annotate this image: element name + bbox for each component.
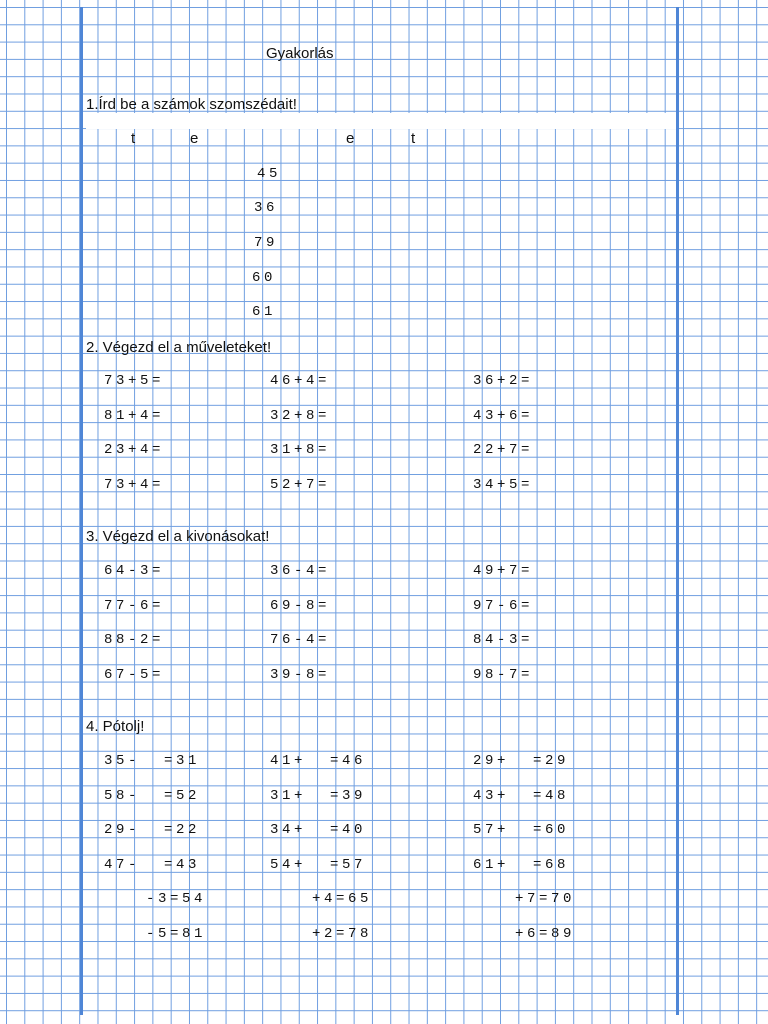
- exercise-4-2-b: 31+ =39: [270, 788, 367, 804]
- section-2-heading: 2. Végezd el a műveleteket!: [86, 339, 272, 356]
- col-label-e-left: e: [190, 130, 199, 147]
- section-4-heading: 4. Pótolj!: [86, 718, 145, 735]
- exercise-4-1-b: 41+ =46: [270, 753, 367, 769]
- right-margin-line: [676, 7, 679, 1015]
- exercise-4-6-b: +2=78: [288, 926, 373, 942]
- exercise-3-2-a: 77-6=: [104, 598, 165, 614]
- exercise-2-1-c: 36+2=: [473, 373, 534, 389]
- exercise-4-4-a: 47- =43: [104, 857, 201, 873]
- exercise-2-4-b: 52+7=: [270, 477, 331, 493]
- neighbor-header-strip: [86, 113, 676, 129]
- neighbor-number: 36: [254, 200, 279, 216]
- neighbor-number: 60: [252, 270, 277, 286]
- section-1-heading: 1.Írd be a számok szomszédait!: [86, 96, 297, 113]
- exercise-2-1-b: 46+4=: [270, 373, 331, 389]
- exercise-3-1-c: 49+7=: [473, 563, 534, 579]
- exercise-3-4-b: 39-8=: [270, 667, 331, 683]
- exercise-2-1-a: 73+5=: [104, 373, 165, 389]
- exercise-4-5-b: +4=65: [288, 891, 373, 907]
- exercise-4-3-b: 34+ =40: [270, 822, 367, 838]
- exercise-4-4-c: 61+ =68: [473, 857, 570, 873]
- exercise-3-3-a: 88-2=: [104, 632, 165, 648]
- exercise-4-1-c: 29+ =29: [473, 753, 570, 769]
- col-label-t-right: t: [411, 130, 416, 147]
- page-title: Gyakorlás: [266, 45, 334, 62]
- exercise-3-4-c: 98-7=: [473, 667, 534, 683]
- neighbor-number: 61: [252, 304, 277, 320]
- exercise-4-4-b: 54+ =57: [270, 857, 367, 873]
- exercise-3-1-a: 64-3=: [104, 563, 165, 579]
- exercise-3-4-a: 67-5=: [104, 667, 165, 683]
- exercise-2-2-b: 32+8=: [270, 408, 331, 424]
- col-label-t-left: t: [131, 130, 136, 147]
- exercise-4-6-c: +6=89: [491, 926, 576, 942]
- exercise-4-6-a: -5=81: [122, 926, 207, 942]
- exercise-3-3-c: 84-3=: [473, 632, 534, 648]
- exercise-2-2-a: 81+4=: [104, 408, 165, 424]
- neighbor-number: 79: [254, 235, 279, 251]
- exercise-2-3-c: 22+7=: [473, 442, 534, 458]
- exercise-4-5-c: +7=70: [491, 891, 576, 907]
- exercise-4-1-a: 35- =31: [104, 753, 201, 769]
- exercise-2-3-a: 23+4=: [104, 442, 165, 458]
- exercise-3-2-b: 69-8=: [270, 598, 331, 614]
- exercise-2-2-c: 43+6=: [473, 408, 534, 424]
- exercise-2-3-b: 31+8=: [270, 442, 331, 458]
- exercise-3-3-b: 76-4=: [270, 632, 331, 648]
- exercise-4-2-c: 43+ =48: [473, 788, 570, 804]
- neighbor-number: 45: [257, 166, 282, 182]
- left-margin-line: [80, 7, 83, 1015]
- exercise-2-4-c: 34+5=: [473, 477, 534, 493]
- exercise-2-4-a: 73+4=: [104, 477, 165, 493]
- section-3-heading: 3. Végezd el a kivonásokat!: [86, 528, 270, 545]
- exercise-4-5-a: -3=54: [122, 891, 207, 907]
- exercise-3-2-c: 97-6=: [473, 598, 534, 614]
- exercise-4-3-c: 57+ =60: [473, 822, 570, 838]
- exercise-3-1-b: 36-4=: [270, 563, 331, 579]
- exercise-4-2-a: 58- =52: [104, 788, 201, 804]
- col-label-e-right: e: [346, 130, 355, 147]
- exercise-4-3-a: 29- =22: [104, 822, 201, 838]
